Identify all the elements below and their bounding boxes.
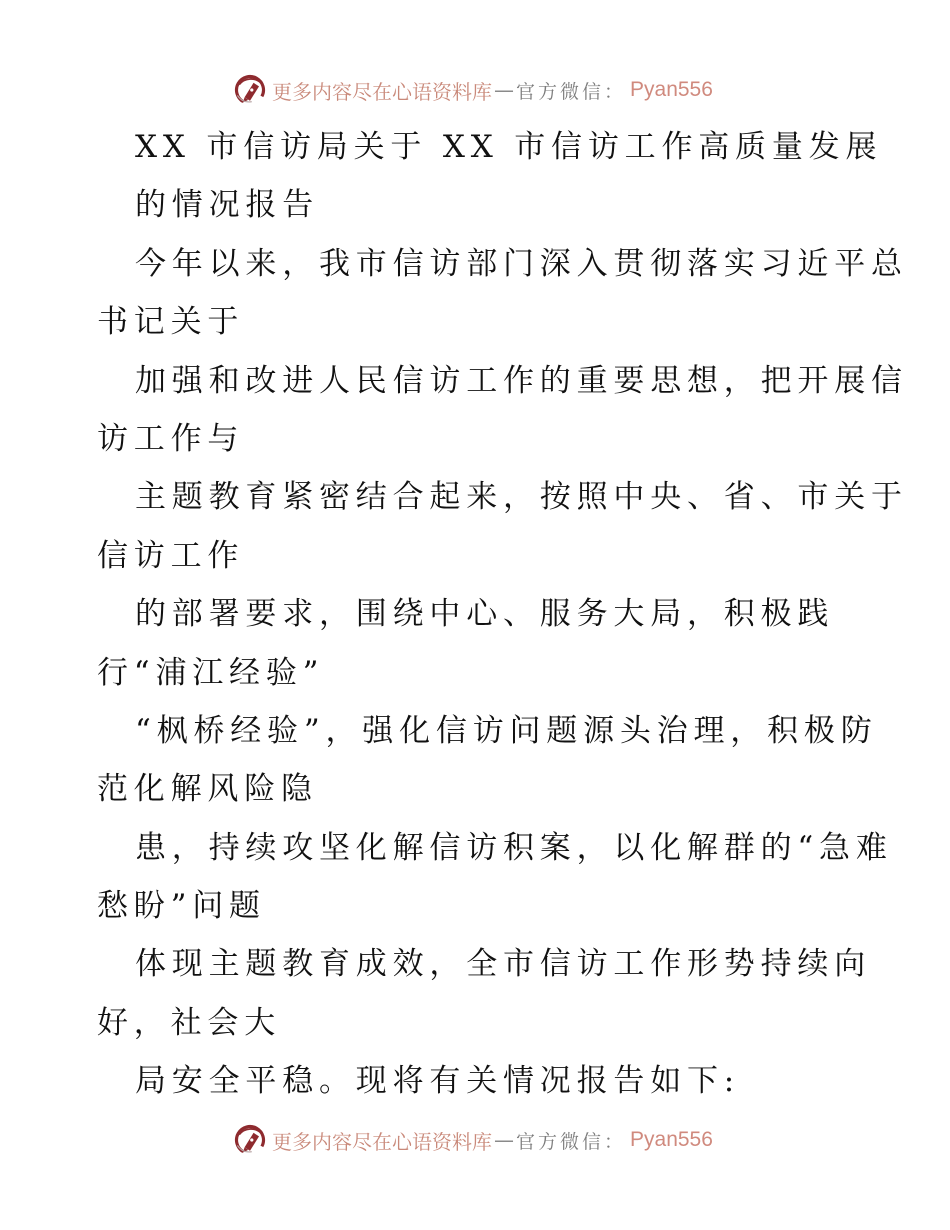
watermark-wechat-id: Pyan556 bbox=[630, 1128, 713, 1151]
line-text: 访工作与 bbox=[97, 420, 245, 457]
line-text: 好，社会大 bbox=[97, 1004, 281, 1041]
watermark-site-text: 更多内容尽在心语资料库 bbox=[272, 79, 492, 104]
line-text: 患，持续攻坚化解信访积案，以化解群的“急难 bbox=[135, 829, 893, 866]
line-text: 加强和改进人民信访工作的重要思想，把开展信 bbox=[135, 362, 908, 399]
paragraph-line bbox=[97, 235, 908, 293]
paragraph-line bbox=[97, 644, 857, 702]
document-title-line-2 bbox=[97, 176, 857, 234]
header-watermark bbox=[232, 70, 713, 110]
paragraph-line bbox=[97, 293, 857, 351]
paragraph-line bbox=[97, 1052, 857, 1110]
line-text: 愁盼”问题 bbox=[97, 888, 266, 925]
watermark-site-text: 更多内容尽在心语资料库 bbox=[272, 1129, 492, 1154]
document-title-line-1 bbox=[97, 118, 883, 176]
line-text: 局安全平稳。现将有关情况报告如下: bbox=[135, 1063, 741, 1100]
paragraph-line bbox=[97, 935, 871, 993]
footer-watermark bbox=[232, 1120, 713, 1160]
line-text: “枫桥经验”，强化信访问题源头治理，积极防 bbox=[135, 712, 878, 749]
watermark-dash: — bbox=[494, 1128, 514, 1152]
line-text: 范化解风险隐 bbox=[97, 771, 318, 808]
pen-nib-logo-icon bbox=[232, 1122, 268, 1158]
watermark-dash: — bbox=[494, 78, 514, 102]
line-text: 行“浦江经验” bbox=[97, 654, 325, 691]
title-text: XX 市信访局关于 XX 市信访工作高质量发展 bbox=[135, 129, 883, 165]
line-text: 信访工作 bbox=[97, 537, 245, 574]
paragraph-line bbox=[97, 585, 857, 643]
paragraph-line bbox=[97, 527, 857, 585]
paragraph-line bbox=[97, 760, 857, 818]
line-text: 主题教育紧密结合起来，按照中央、省、市关于 bbox=[135, 479, 908, 516]
document-body bbox=[97, 118, 908, 1111]
paragraph-line bbox=[97, 994, 857, 1052]
watermark-wechat-label: 官方微信： bbox=[516, 1130, 627, 1153]
paragraph-line bbox=[97, 352, 908, 410]
watermark-wechat-label: 官方微信： bbox=[516, 80, 627, 103]
pen-nib-logo-icon bbox=[232, 72, 268, 108]
paragraph-line bbox=[97, 819, 893, 877]
line-text: 今年以来，我市信访部门深入贯彻落实习近平总 bbox=[135, 245, 908, 282]
paragraph-line bbox=[97, 410, 857, 468]
paragraph-line bbox=[97, 877, 857, 935]
watermark-wechat-id: Pyan556 bbox=[630, 78, 713, 101]
line-text: 体现主题教育成效，全市信访工作形势持续向 bbox=[135, 946, 871, 983]
paragraph-line bbox=[97, 702, 878, 760]
line-text: 书记关于 bbox=[97, 304, 245, 341]
title-text: 的情况报告 bbox=[135, 187, 319, 224]
paragraph-line bbox=[97, 468, 908, 526]
line-text: 的部署要求，围绕中心、服务大局，积极践 bbox=[135, 596, 835, 633]
